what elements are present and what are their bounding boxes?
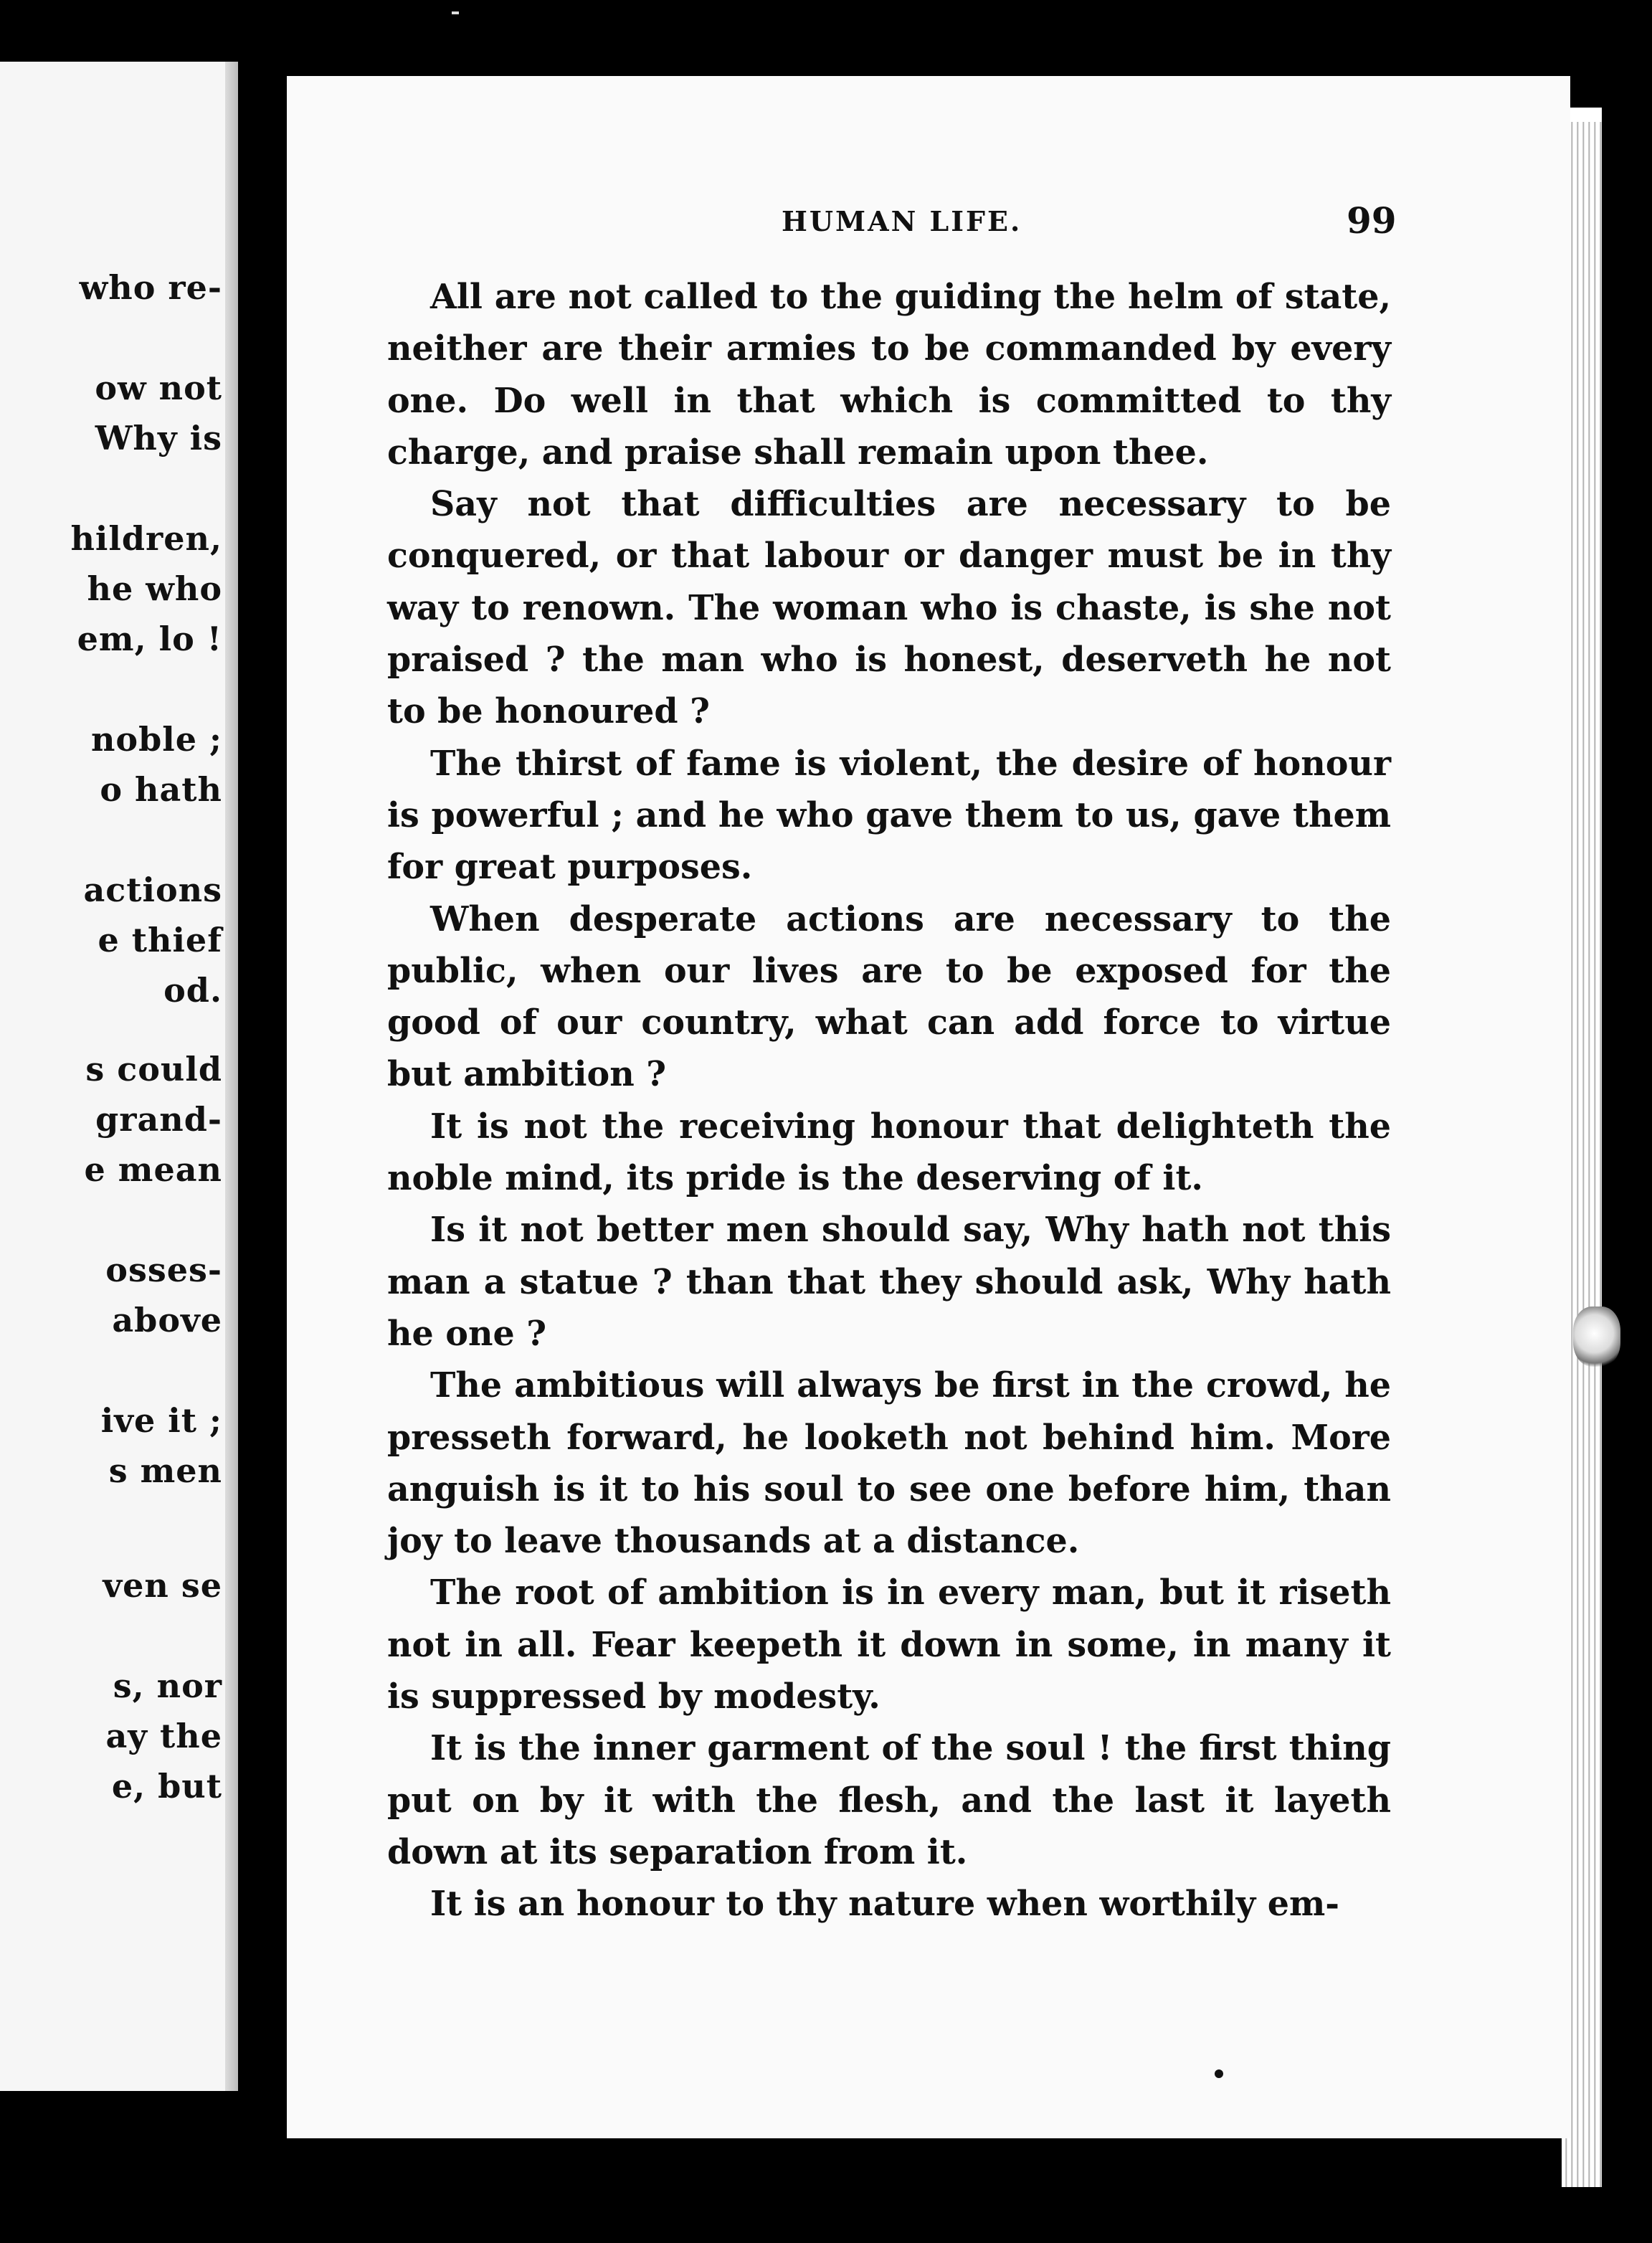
left-page-line: osses- bbox=[105, 1251, 222, 1289]
left-page-line: Why is bbox=[95, 419, 222, 457]
paragraph: Is it not better men should say, Why hath not this man a statue ? than that they should ask, Why hath he one ? bbox=[387, 1210, 1391, 1354]
left-page-line: hildren, bbox=[70, 519, 222, 558]
paragraph: The thirst of fame is violent, the desire of honour is powerful ; and he who gave them to us, gave them for great purposes. bbox=[387, 743, 1391, 888]
left-page-line: ven se bbox=[103, 1566, 222, 1605]
paragraph: The root of ambition is in every man, but it riseth not in all. Fear keepeth it down in some, in many it is suppressed by modesty. bbox=[387, 1573, 1391, 1717]
left-page-line: ive it ; bbox=[100, 1401, 222, 1440]
left-page-line: s men bbox=[108, 1451, 222, 1490]
paragraph: When desperate actions are necessary to the public, when our lives are to be exposed for the good of our country, what can add force to virtue but ambition ? bbox=[387, 898, 1391, 1095]
left-page-line: grand- bbox=[95, 1100, 222, 1139]
page-number: 99 bbox=[1347, 199, 1397, 242]
left-page-line: ay the bbox=[105, 1717, 222, 1755]
left-page-line: above bbox=[112, 1301, 222, 1339]
left-page-line: noble ; bbox=[90, 720, 222, 759]
left-page-line: od. bbox=[163, 971, 222, 1010]
book-page bbox=[287, 76, 1570, 2138]
running-title: HUMAN LIFE. bbox=[782, 205, 1022, 237]
gutter-shadow bbox=[225, 62, 238, 2091]
paragraph: The ambitious will always be first in the crowd, he presseth forward, he looketh not behind him. More anguish is it to his soul to see one before him, than joy to leave thousands at a distance. bbox=[387, 1365, 1391, 1562]
paragraph: It is an honour to thy nature when worthily em- bbox=[430, 1884, 1339, 1925]
left-page-line: o hath bbox=[100, 770, 222, 809]
left-page-line: s could bbox=[85, 1050, 222, 1089]
left-page-line: e, but bbox=[111, 1767, 222, 1806]
left-page-line: em, lo ! bbox=[77, 620, 222, 658]
left-page-line: e thief bbox=[98, 921, 222, 959]
left-page-line: actions bbox=[83, 871, 222, 909]
previous-page-fragment bbox=[0, 62, 238, 2091]
scan-blemish bbox=[1573, 1307, 1620, 1367]
left-page-line: e mean bbox=[84, 1150, 222, 1189]
left-page-line: ow not bbox=[95, 369, 222, 407]
page-body bbox=[387, 271, 1391, 1930]
paragraph: All are not called to the guiding the helm of state, neither are their armies to be commanded by every one. Do well in that which is committed to thy charge, and praise shall remain upon thee. bbox=[387, 277, 1391, 473]
ink-dot bbox=[1215, 2069, 1223, 2078]
left-page-line: s, nor bbox=[113, 1666, 222, 1705]
left-page-line: he who bbox=[87, 569, 222, 608]
scan-speck bbox=[452, 11, 459, 14]
paragraph: It is not the receiving honour that delighteth the noble mind, its pride is the deserving of it. bbox=[387, 1106, 1391, 1199]
left-page-line: who re- bbox=[79, 268, 222, 307]
paragraph: Say not that difficulties are necessary to be conquered, or that labour or danger must be in thy way to renown. The woman who is chaste, is she not praised ? the man who is honest, deserveth he not to be honoured ? bbox=[387, 484, 1391, 732]
running-head bbox=[287, 199, 1570, 255]
paragraph: It is the inner garment of the soul ! the first thing put on by it with the flesh, and the last it layeth down at its separation from it. bbox=[387, 1728, 1391, 1872]
